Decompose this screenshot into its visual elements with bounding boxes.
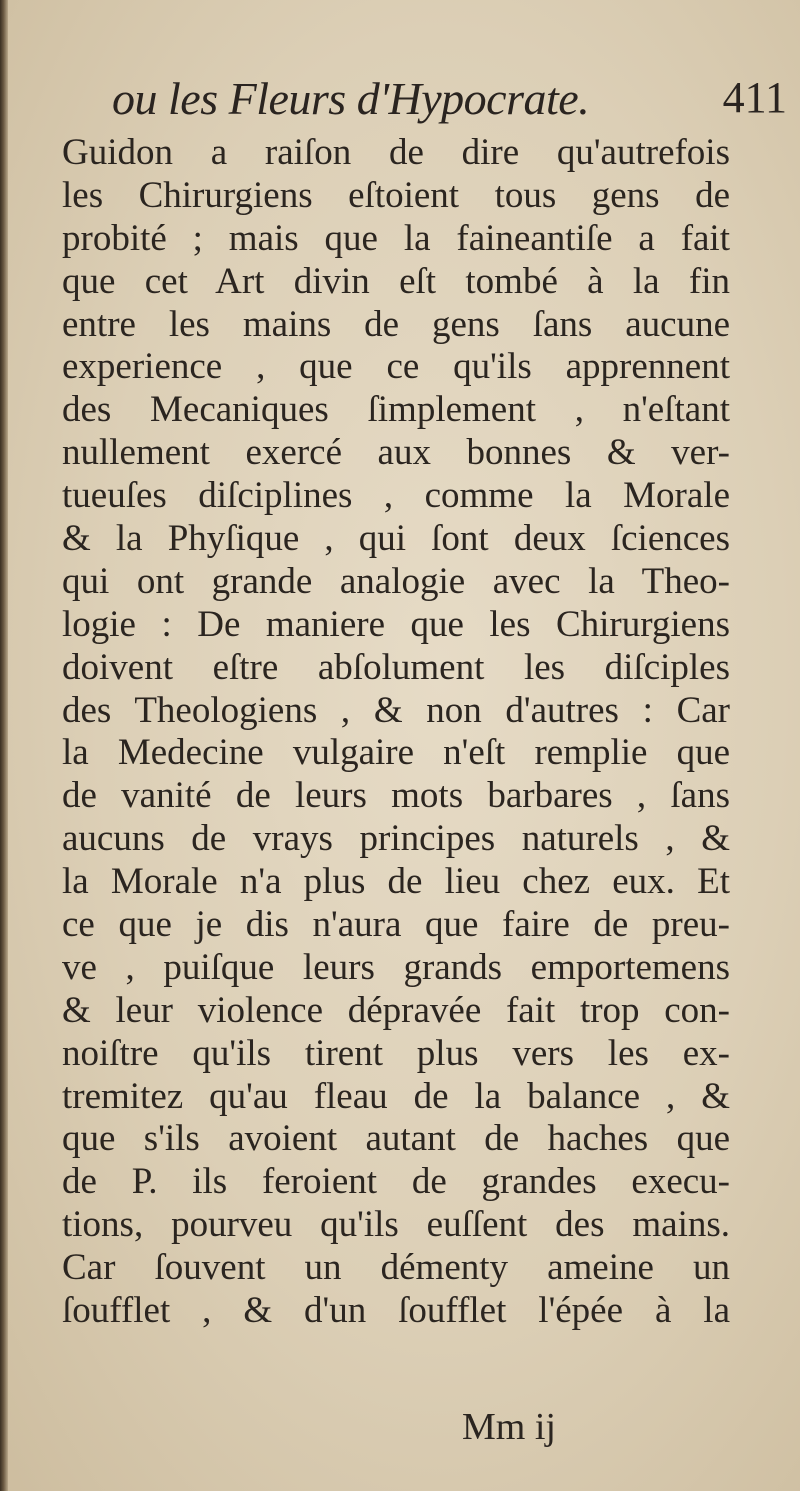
text-line: experience , que ce qu'ils apprennent xyxy=(62,346,730,388)
text-line: que s'ils avoient autant de haches que xyxy=(62,1118,730,1160)
text-line: Guidon a raiſon de dire qu'autrefois xyxy=(62,132,730,173)
text-line: probité ; mais que la faineantiſe a fait xyxy=(62,217,730,259)
text-line: & la Phyſique , qui ſont deux ſciences xyxy=(62,518,730,560)
text-line: aucuns de vrays principes naturels , & xyxy=(62,818,730,860)
text-line: qui ont grande analogie avec la Theo- xyxy=(62,560,730,602)
text-line: entre les mains de gens ſans aucune xyxy=(62,303,730,345)
page-number: 411 xyxy=(722,73,787,122)
page-header xyxy=(112,72,787,132)
text-line: que cet Art divin eſt tombé à la fin xyxy=(62,260,730,302)
body-text xyxy=(62,132,730,1333)
text-line: & leur violence dépravée fait trop con- xyxy=(62,989,730,1031)
text-line: de vanité de leurs mots barbares , ſans xyxy=(62,775,730,817)
text-line: tremitez qu'au fleau de la balance , & xyxy=(62,1075,730,1117)
text-line: Car ſouvent un démenty ameine un xyxy=(62,1247,730,1289)
text-line: la Medecine vulgaire n'eſt remplie que xyxy=(62,732,730,774)
text-line: des Mecaniques ſimplement , n'eſtant xyxy=(62,389,730,431)
running-title: ou les Fleurs d'Hypocrate. xyxy=(112,73,590,124)
text-line: ſoufflet , & d'un ſoufflet l'épée à la xyxy=(62,1290,730,1332)
text-line: tions, pourveu qu'ils euſſent des mains. xyxy=(62,1204,730,1246)
text-line: la Morale n'a plus de lieu chez eux. Et xyxy=(62,861,730,903)
text-line: tueuſes diſciplines , comme la Morale xyxy=(62,475,730,517)
page-spine-edge xyxy=(0,0,8,1491)
text-line: doivent eſtre abſolument les diſciples xyxy=(62,646,730,688)
text-line: des Theologiens , & non d'autres : Car xyxy=(62,689,730,731)
text-line: ce que je dis n'aura que faire de preu- xyxy=(62,904,730,946)
text-line: les Chirurgiens eſtoient tous gens de xyxy=(62,174,730,216)
signature-mark: Mm ij xyxy=(462,1406,556,1448)
text-line: de P. ils feroient de grandes execu- xyxy=(62,1161,730,1203)
text-line: logie : De maniere que les Chirurgiens xyxy=(62,603,730,645)
text-line: noiſtre qu'ils tirent plus vers les ex- xyxy=(62,1032,730,1074)
text-line: nullement exercé aux bonnes & ver- xyxy=(62,432,730,474)
text-line: ve , puiſque leurs grands emportemens xyxy=(62,946,730,988)
